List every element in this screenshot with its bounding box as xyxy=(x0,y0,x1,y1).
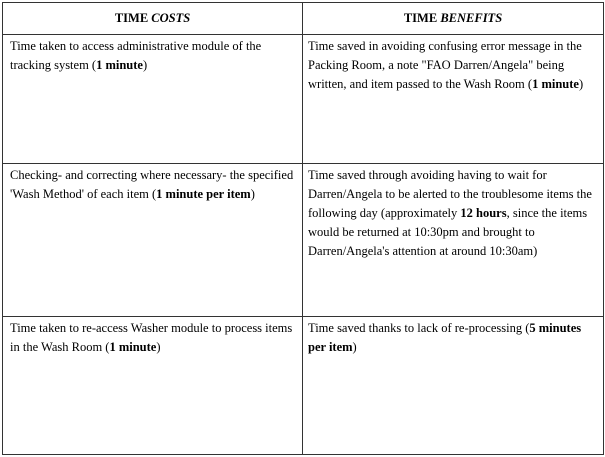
cost-text-suffix: ) xyxy=(250,187,255,201)
table-row xyxy=(3,317,604,455)
benefit-text-main: Time saved through avoiding having to wait for Darren/Angela to be alerted to the troublesome items the following day (approximately xyxy=(308,168,592,220)
cost-text-suffix: ) xyxy=(156,340,161,354)
table-row xyxy=(3,35,604,164)
benefit-text-main: Time saved in avoiding confusing error message in the Packing Room, a note "FAO Darren/Angela" being written, and item passed to the Wash Room ( xyxy=(308,39,582,91)
cost-cell xyxy=(3,164,303,317)
header-costs-prefix: TIME xyxy=(114,11,152,25)
cost-text-bold: 1 minute per item xyxy=(156,187,251,201)
benefit-cell xyxy=(303,164,604,317)
cost-text-main: Time taken to access administrative module of the tracking system ( xyxy=(10,39,262,72)
header-benefits-emph: BENEFITS xyxy=(440,11,503,25)
cost-text-main: Time taken to re-access Washer module to process items in the Wash Room ( xyxy=(10,321,293,354)
header-benefits-prefix: TIME xyxy=(403,11,441,25)
benefit-text xyxy=(303,317,603,357)
benefit-text xyxy=(303,35,603,94)
benefit-cell xyxy=(303,317,604,455)
benefit-text xyxy=(303,164,603,261)
header-row xyxy=(3,3,604,35)
cost-text xyxy=(3,35,302,75)
cost-cell xyxy=(3,317,303,455)
cost-text-main: Checking- and correcting where necessary- the specified 'Wash Method' of each item ( xyxy=(10,168,294,201)
cost-text-bold: 1 minute xyxy=(96,58,143,72)
time-cost-benefit-table xyxy=(2,2,604,455)
benefit-text-suffix: ) xyxy=(578,77,584,91)
cost-text xyxy=(3,317,302,357)
benefit-text-suffix: ) xyxy=(352,340,357,354)
benefit-text-suffix: , since the items would be returned at 10:30pm and brought to Darren/Angela's attention at around 10:30am) xyxy=(308,206,588,258)
benefit-text-bold: 1 minute xyxy=(532,77,579,91)
cost-text-bold: 1 minute xyxy=(109,340,157,354)
header-time-costs xyxy=(3,3,303,35)
cost-text xyxy=(3,164,302,204)
table-row xyxy=(3,164,604,317)
cost-text-suffix: ) xyxy=(142,58,148,72)
benefit-cell xyxy=(303,35,604,164)
header-time-benefits xyxy=(303,3,604,35)
cost-cell xyxy=(3,35,303,164)
header-costs-emph: COSTS xyxy=(151,11,191,25)
benefit-text-bold: 5 minutes per item xyxy=(308,321,582,354)
benefit-text-main: Time saved thanks to lack of re-processing ( xyxy=(308,321,530,335)
benefit-text-bold: 12 hours xyxy=(460,206,507,220)
